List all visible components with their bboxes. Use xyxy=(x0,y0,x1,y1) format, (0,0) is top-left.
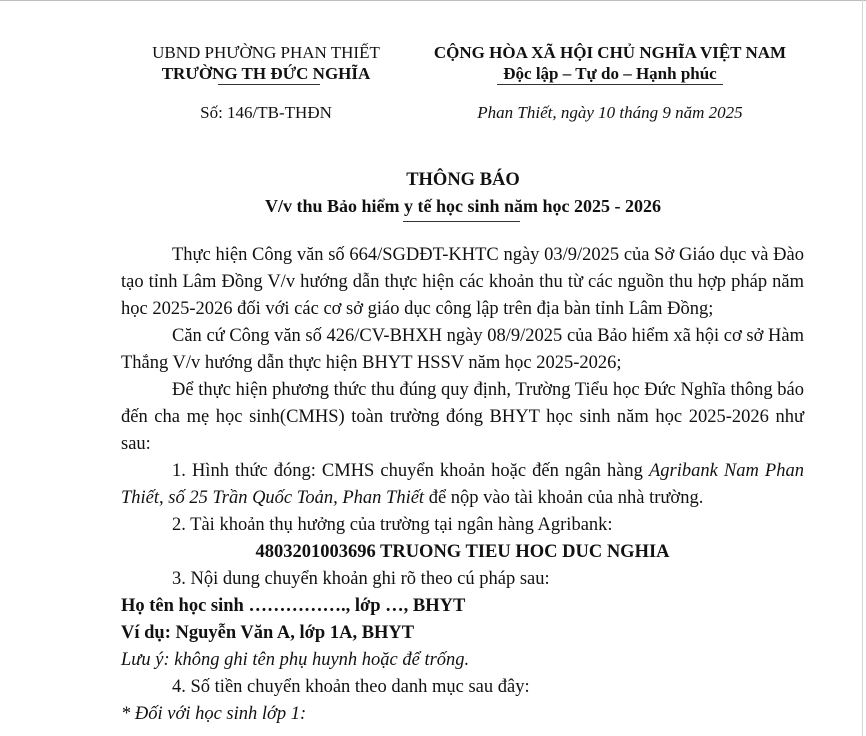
subject-underline xyxy=(403,221,520,222)
paragraph-2: Căn cứ Công văn số 426/CV-BHXH ngày 08/9/2025 của Bảo hiểm xã hội cơ sở Hàm Thắng V/v hướng dẫn thực hiện BHYT HSSV năm học 2025-2026; xyxy=(121,326,804,373)
grade-1-heading: * Đối với học sinh lớp 1: xyxy=(121,704,307,724)
document-subject: V/v thu Bảo hiểm y tế học sinh năm học 2025 - 2026 xyxy=(264,196,662,216)
page-right-border xyxy=(862,0,863,736)
page-top-border xyxy=(0,0,866,1)
item-3: 3. Nội dung chuyển khoản ghi rõ theo cú pháp sau: xyxy=(172,569,550,589)
transfer-syntax: Họ tên học sinh ……………., lớp …, BHYT xyxy=(121,596,466,616)
place-and-date: Phan Thiết, ngày 10 tháng 9 năm 2025 xyxy=(477,103,743,122)
agency-name: UBND PHƯỜNG PHAN THIẾT xyxy=(152,43,380,62)
item-1 xyxy=(121,458,804,512)
paragraph-1: Thực hiện Công văn số 664/SGDĐT-KHTC ngày 03/9/2025 của Sở Giáo dục và Đào tạo tỉnh Lâm Đồng V/v hướng dẫn thực hiện các khoản thu từ các nguồn thu hợp pháp năm học 2025-2026 đối với các cơ sở giáo dục công lập trên địa bàn tỉnh Lâm Đồng; xyxy=(121,245,804,319)
bank-account: 4803201003696 TRUONG TIEU HOC DUC NGHIA xyxy=(255,542,670,562)
school-name-underline xyxy=(218,84,320,85)
item-4: 4. Số tiền chuyển khoản theo danh mục sau đây: xyxy=(172,677,530,697)
item-2: 2. Tài khoản thụ hưởng của trường tại ngân hàng Agribank: xyxy=(172,515,613,535)
school-name: TRƯỜNG TH ĐỨC NGHĨA xyxy=(161,64,371,83)
national-title: CỘNG HÒA XÃ HỘI CHỦ NGHĨA VIỆT NAM xyxy=(433,43,787,62)
document-number: Số: 146/TB-THĐN xyxy=(200,103,332,122)
transfer-note: Lưu ý: không ghi tên phụ huynh hoặc để trống. xyxy=(121,650,470,670)
national-motto: Độc lập – Tự do – Hạnh phúc xyxy=(503,64,717,83)
document-body xyxy=(121,242,804,728)
document-title: THÔNG BÁO xyxy=(406,170,520,190)
item-1-prefix: 1. Hình thức đóng: CMHS chuyển khoản hoặc đến ngân hàng xyxy=(172,461,649,481)
item-1-bank-address: Agribank Nam Phan Thiết, số 25 Trần Quốc Toản, Phan Thiết xyxy=(121,461,804,508)
transfer-example: Ví dụ: Nguyễn Văn A, lớp 1A, BHYT xyxy=(121,623,415,643)
national-motto-underline xyxy=(497,84,723,85)
item-1-suffix: để nộp vào tài khoản của nhà trường. xyxy=(424,488,704,508)
paragraph-3: Để thực hiện phương thức thu đúng quy định, Trường Tiểu học Đức Nghĩa thông báo đến cha mẹ học sinh(CMHS) toàn trường đóng BHYT học sinh năm học 2025-2026 như sau: xyxy=(121,380,804,454)
